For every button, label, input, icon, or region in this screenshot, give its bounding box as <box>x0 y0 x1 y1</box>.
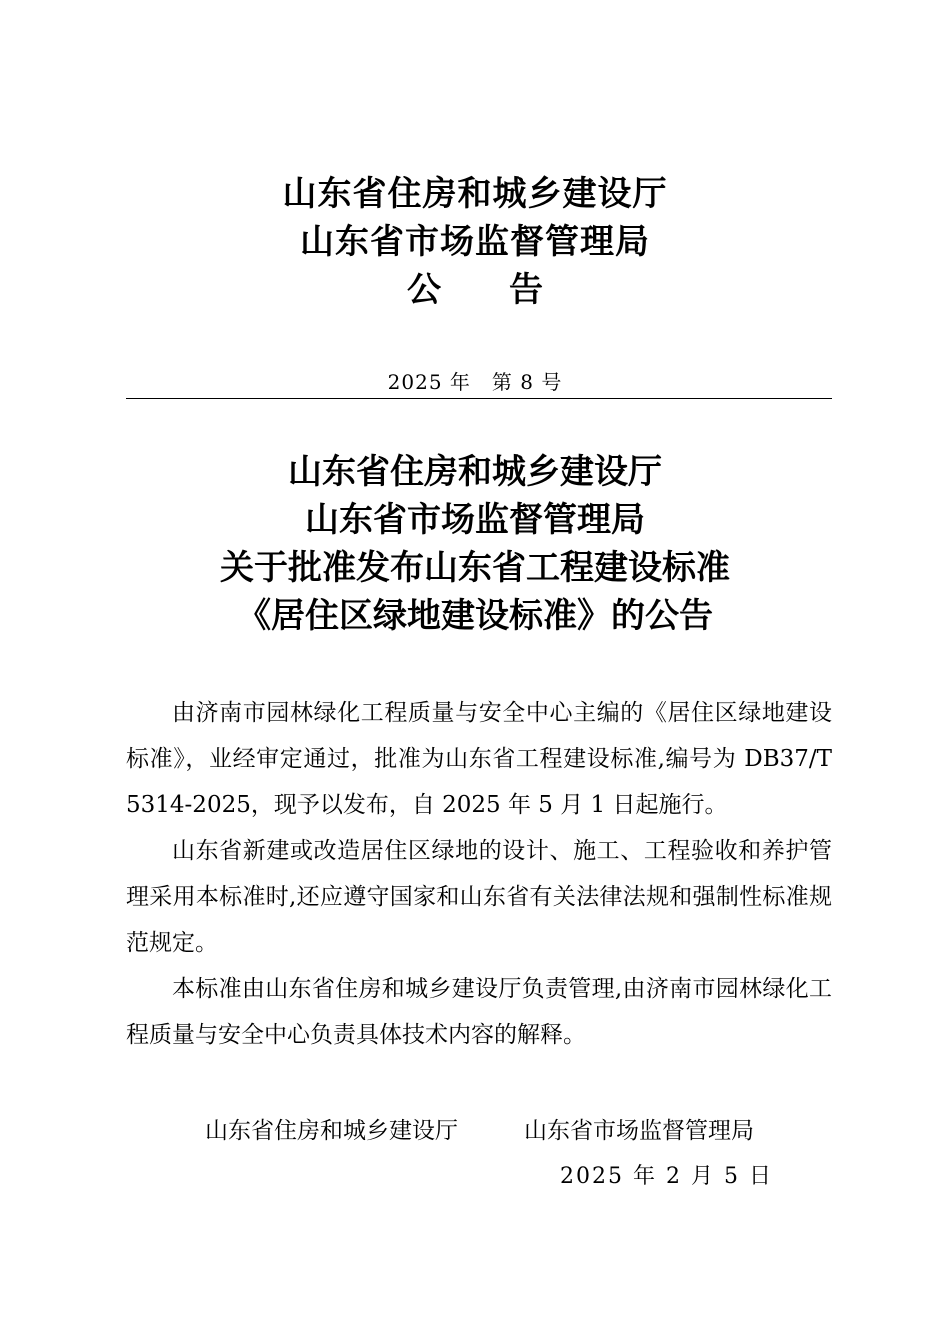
notice-char-2: 告 <box>509 270 543 310</box>
document-title <box>0 448 950 640</box>
signature-issuer-1: 山东省住房和城乡建设厅 <box>205 1118 458 1144</box>
notice-heading <box>0 266 950 314</box>
signature-date: 2025 年 2 月 5 日 <box>560 1164 773 1189</box>
header-divider <box>126 398 832 399</box>
signature-issuer-2: 山东省市场监督管理局 <box>524 1118 754 1144</box>
title-line-1: 山东省住房和城乡建设厅 <box>288 452 662 492</box>
header-issuer-2: 山东省市场监督管理局 <box>300 222 650 262</box>
title-line-2: 山东省市场监督管理局 <box>305 500 645 540</box>
body-paragraph-2: 山东省新建或改造居住区绿地的设计、施工、工程验收和养护管理采用本标准时,还应遵守国家和山东省有关法律法规和强制性标准规范规定。 <box>126 838 832 956</box>
header-issuer-1: 山东省住房和城乡建设厅 <box>282 174 668 214</box>
title-line-3: 关于批准发布山东省工程建设标准 <box>220 548 730 588</box>
body-paragraph-3: 本标准由山东省住房和城乡建设厅负责管理,由济南市园林绿化工程质量与安全中心负责具体技术内容的解释。 <box>126 976 832 1048</box>
notice-char-1: 公 <box>407 270 441 310</box>
body-paragraph-1: 由济南市园林绿化工程质量与安全中心主编的《居住区绿地建设标准》，业经审定通过，批准为山东省工程建设标准,编号为 DB37/T 5314-2025，现予以发布，自 2025 年 5 月 1 日起施行。 <box>126 700 832 818</box>
body-text <box>126 690 832 1058</box>
issue-number: 2025 年 第 8 号 <box>387 370 563 394</box>
title-line-4: 《居住区绿地建设标准》的公告 <box>237 596 713 636</box>
